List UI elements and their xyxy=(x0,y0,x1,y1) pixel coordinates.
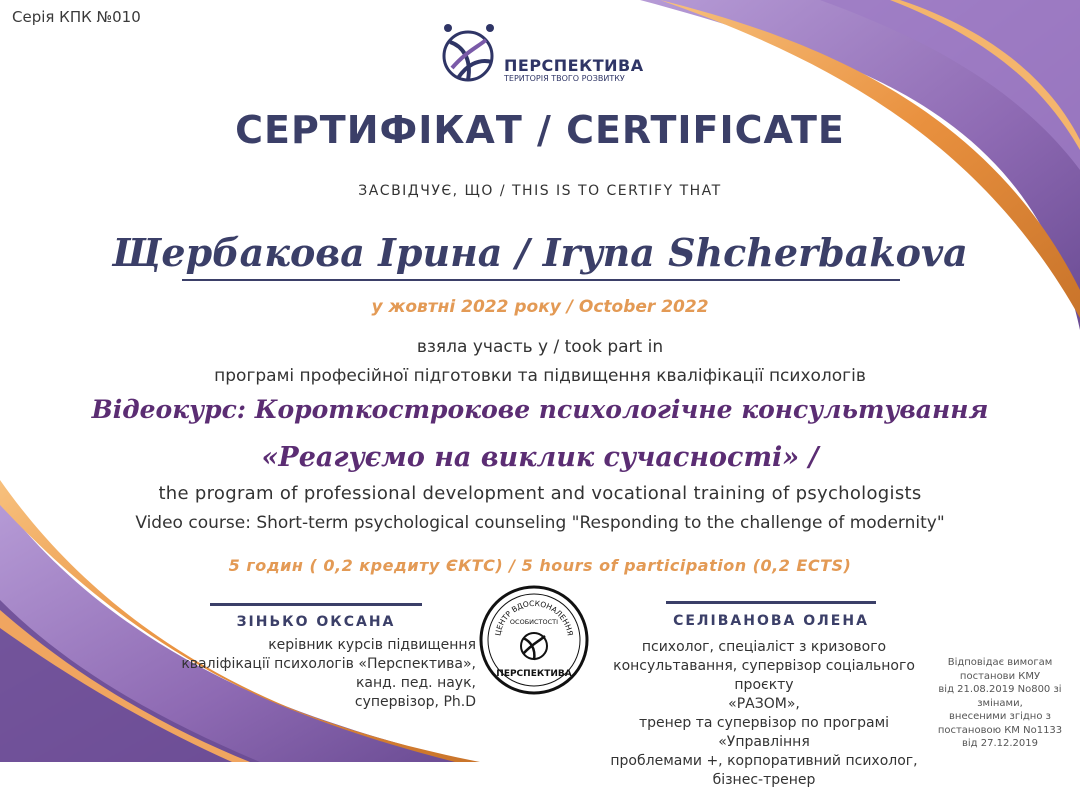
perspektiva-logo xyxy=(438,18,644,88)
regulatory-note xyxy=(936,656,1064,751)
logo-subtitle: ТЕРИТОРІЯ ТВОГО РОЗВИТКУ xyxy=(504,74,625,83)
left-role-line: кваліфікації психологів «Перспектива», xyxy=(181,656,476,672)
right-role-line: бізнес-тренер xyxy=(712,772,816,788)
note-line: постановою КМ No1133 xyxy=(937,724,1063,736)
name-underline xyxy=(182,279,900,281)
logo-title: ПЕРСПЕКТИВА xyxy=(504,56,644,75)
left-signature-line xyxy=(210,603,422,606)
right-role-line: психолог, спеціаліст з кризового xyxy=(641,639,887,655)
right-signature-line xyxy=(666,601,876,604)
recipient-name: Щербакова Ірина / Iryna Shcherbakova xyxy=(112,230,968,275)
certify-text: ЗАСВІДЧУЄ, ЩО / THIS IS TO CERTIFY THAT xyxy=(358,183,722,199)
left-role-line: керівник курсів підвищення xyxy=(268,637,476,653)
note-line: від 27.12.2019 xyxy=(961,738,1039,749)
program-description-en: the program of professional development and vocational training of psychologists xyxy=(158,483,922,504)
course-title-en: Video course: Short-term psychological counseling "Responding to the challenge of modernity" xyxy=(135,513,945,533)
left-role-line: канд. пед. наук, xyxy=(355,675,476,691)
stamp-seal-icon xyxy=(478,584,590,696)
hours-credits: 5 годин ( 0,2 кредиту ЄКТС) / 5 hours of participation (0,2 ECTS) xyxy=(228,556,852,575)
took-part-text: взяла участь у / took part in xyxy=(416,337,664,357)
right-signatory-name: СЕЛІВАНОВА ОЛЕНА xyxy=(673,613,869,629)
note-line: від 21.08.2019 No800 зі xyxy=(938,684,1062,695)
course-title-line1: Відеокурс: Короткострокове психологічне консультування xyxy=(91,395,989,424)
right-role-line: консультавання, супервізор соціального проєкту xyxy=(613,658,915,693)
organization-stamp xyxy=(478,584,590,696)
note-line: внесеними згідно з xyxy=(949,711,1051,722)
note-line: змінами, xyxy=(977,697,1023,709)
svg-text:ПЕРСПЕКТИВА: ПЕРСПЕКТИВА xyxy=(496,669,572,679)
series-number: Серія КПК №010 xyxy=(12,8,141,26)
right-role-line: проблемами +, корпоративний психолог, xyxy=(610,753,918,769)
logo-emblem-icon xyxy=(438,18,498,88)
note-line: Відповідає вимогам xyxy=(947,657,1053,668)
svg-text:ОСОБИСТОСТІ: ОСОБИСТОСТІ xyxy=(509,618,559,626)
left-signatory-name: ЗІНЬКО ОКСАНА xyxy=(236,614,396,630)
right-role-line: тренер та супервізор по програмі «Управління xyxy=(638,715,890,750)
participation-date: у жовтні 2022 року / October 2022 xyxy=(371,297,709,317)
program-description-ua: програмі професійної підготовки та підвищення кваліфікації психологів xyxy=(214,366,866,386)
left-signatory-role xyxy=(176,636,476,712)
course-title-line2: «Реагуємо на виклик сучасності» / xyxy=(261,442,819,473)
right-signatory-role xyxy=(596,638,932,790)
svg-text:ЦЕНТР ВДОСКОНАЛЕННЯ: ЦЕНТР ВДОСКОНАЛЕННЯ xyxy=(493,598,575,637)
right-role-line: «РАЗОМ», xyxy=(728,696,800,712)
note-line: постанови КМУ xyxy=(959,670,1041,682)
left-role-line: супервізор, Ph.D xyxy=(354,694,476,710)
certificate-title: СЕРТИФІКАТ / CERTIFICATE xyxy=(235,108,845,152)
